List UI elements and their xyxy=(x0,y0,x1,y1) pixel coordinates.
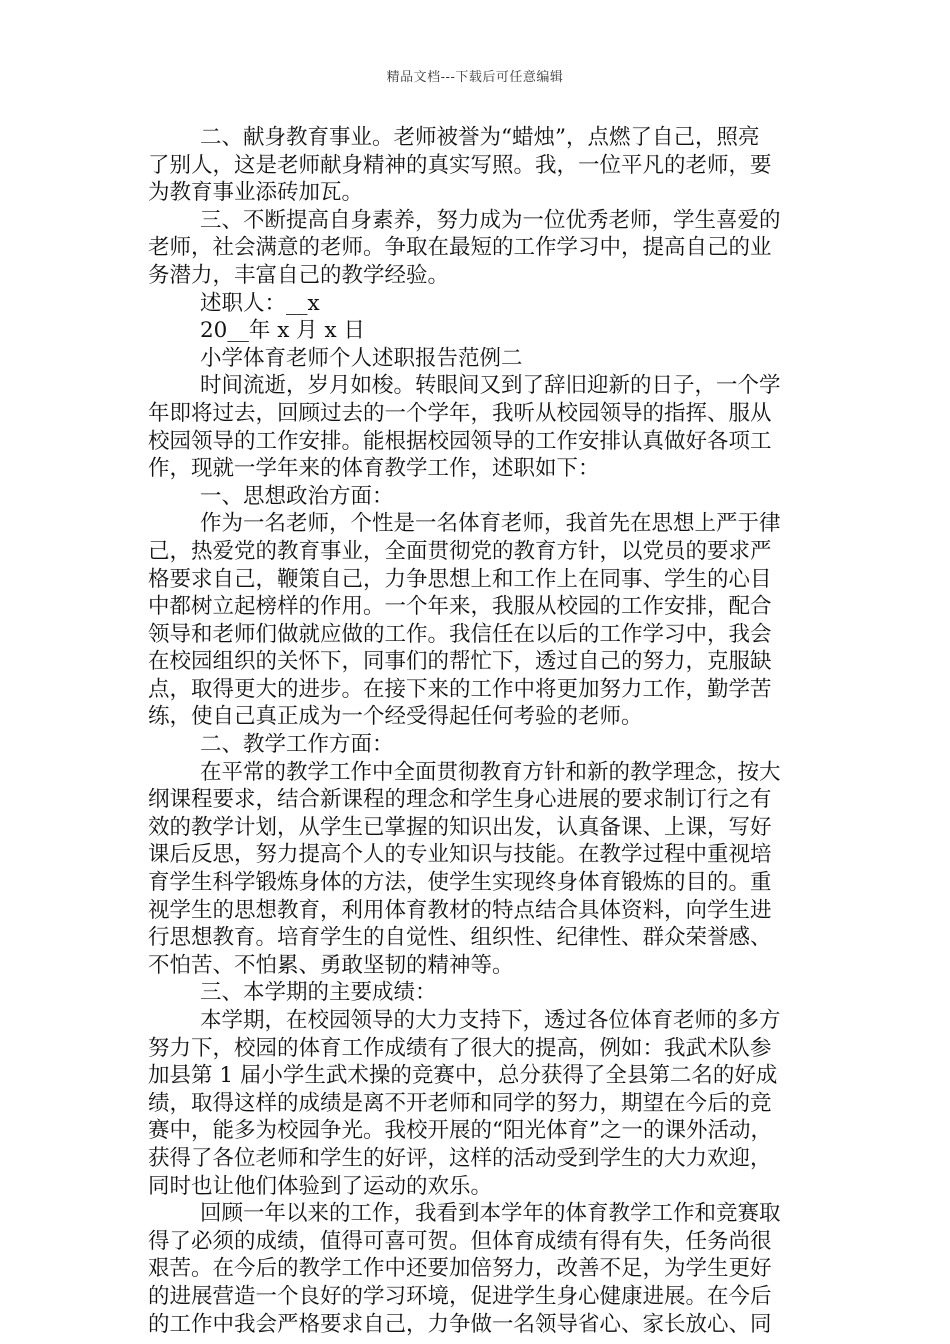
text-line: 同时也让他们体验到了运动的欢乐。 xyxy=(148,1173,493,1199)
text-line: 为教育事业添砖加瓦。 xyxy=(148,180,364,206)
text-line: 点，取得更大的进步。在接下来的工作中将更加努力工作，勤学苦 xyxy=(148,676,772,702)
text-line: 练，使自己真正成为一个经受得起任何考验的老师。 xyxy=(148,704,643,730)
text-line: 效的教学计划，从学生已掌握的知识出发，认真备课、上课，写好 xyxy=(148,814,772,840)
text-line: 务潜力，丰富自己的教学经验。 xyxy=(148,262,450,288)
text-line: 育学生科学锻炼身体的方法，使学生实现终身体育锻炼的目的。重 xyxy=(148,870,772,896)
text-line: 回顾一年以来的工作，我看到本学年的体育教学工作和竞赛取 xyxy=(200,1201,781,1227)
text-line: 领导和老师们做就应做的工作。我信任在以后的工作学习中，我会 xyxy=(148,621,772,647)
text-line: 格要求自己，鞭策自己，力争思想上和工作上在同事、学生的心目 xyxy=(148,566,772,592)
text-line: 小学体育老师个人述职报告范例二 xyxy=(200,345,523,371)
text-line: 加县第 1 届小学生武术操的竞赛中，总分获得了全县第二名的好成 xyxy=(148,1063,778,1089)
text-line: 课后反思，努力提高个人的专业知识与技能。在教学过程中重视培 xyxy=(148,842,772,868)
text-line: 中都树立起榜样的作用。一个年来，我服从校园的工作安排，配合 xyxy=(148,594,772,620)
text-line: 在平常的教学工作中全面贯彻教育方针和新的教学理念，按大 xyxy=(200,759,781,785)
text-line: 一、思想政治方面： xyxy=(200,483,394,509)
text-line: 作为一名老师，个性是一名体育老师，我首先在思想上严于律 xyxy=(200,511,781,537)
text-line: 纲课程要求，结合新课程的理念和学生身心进展的要求制订行之有 xyxy=(148,787,772,813)
text-line: 得了必须的成绩，值得可喜可贺。但体育成绩有得有失，任务尚很 xyxy=(148,1228,772,1254)
text-line: 时间流逝，岁月如梭。转眼间又到了辞旧迎新的日子，一个学 xyxy=(200,373,781,399)
text-line: 己，热爱党的教育事业，全面贯彻党的教育方针，以党员的要求严 xyxy=(148,538,772,564)
text-line: 校园领导的工作安排。能根据校园领导的工作安排认真做好各项工 xyxy=(148,428,772,454)
text-line: 行思想教育。培育学生的自觉性、组织性、纪律性、群众荣誉感、 xyxy=(148,925,772,951)
page-header: 精品文档---下载后可任意编辑 xyxy=(386,70,564,85)
text-line: 三、不断提高自身素养，努力成为一位优秀老师，学生喜爱的 xyxy=(200,207,781,233)
text-line: 获得了各位老师和学生的好评，这样的活动受到学生的大力欢迎， xyxy=(148,1145,772,1171)
text-line: 二、教学工作方面： xyxy=(200,732,394,758)
text-line: 本学期，在校园领导的大力支持下，透过各位体育老师的多方 xyxy=(200,1008,781,1033)
text-line: 艰苦。在今后的教学工作中还要加倍努力，改善不足，为学生更好 xyxy=(148,1256,772,1282)
text-line: 在校园组织的关怀下，同事们的帮忙下，透过自己的努力，克服缺 xyxy=(148,649,772,675)
text-line: 述职人：__x xyxy=(200,290,320,316)
text-line: 三、本学期的主要成绩： xyxy=(200,980,437,1006)
text-line: 的进展营造一个良好的学习环境，促进学生身心健康进展。在今后 xyxy=(148,1283,772,1309)
text-line: 视学生的思想教育，利用体育教材的特点结合具体资料，向学生进 xyxy=(148,897,772,923)
text-line: 努力下，校园的体育工作成绩有了很大的提高，例如：我武术队参 xyxy=(148,1035,772,1061)
text-line: 二、献身教育事业。老师被誉为“蜡烛”，点燃了自己，照亮 xyxy=(200,125,760,150)
text-line: 不怕苦、不怕累、勇敢坚韧的精神等。 xyxy=(148,952,514,978)
text-line: 老师，社会满意的老师。争取在最短的工作学习中，提高自己的业 xyxy=(148,235,772,261)
text-line: 20__年 x 月 x 日 xyxy=(200,318,365,344)
text-line: 年即将过去，回顾过去的一个学年，我听从校园领导的指挥、服从 xyxy=(148,400,772,426)
text-line: 绩，取得这样的成绩是离不开老师和同学的努力，期望在今后的竞 xyxy=(148,1090,772,1116)
document-body xyxy=(148,124,810,1338)
text-line: 赛中，能多为校园争光。我校开展的“阳光体育”之一的课外活动， xyxy=(148,1118,772,1144)
text-line: 作，现就一学年来的体育教学工作，述职如下： xyxy=(148,456,600,482)
text-line: 了别人，这是老师献身精神的真实写照。我，一位平凡的老师，要 xyxy=(148,152,772,178)
text-line: 的工作中我会严格要求自己，力争做一名领导省心、家长放心、同 xyxy=(148,1311,772,1337)
